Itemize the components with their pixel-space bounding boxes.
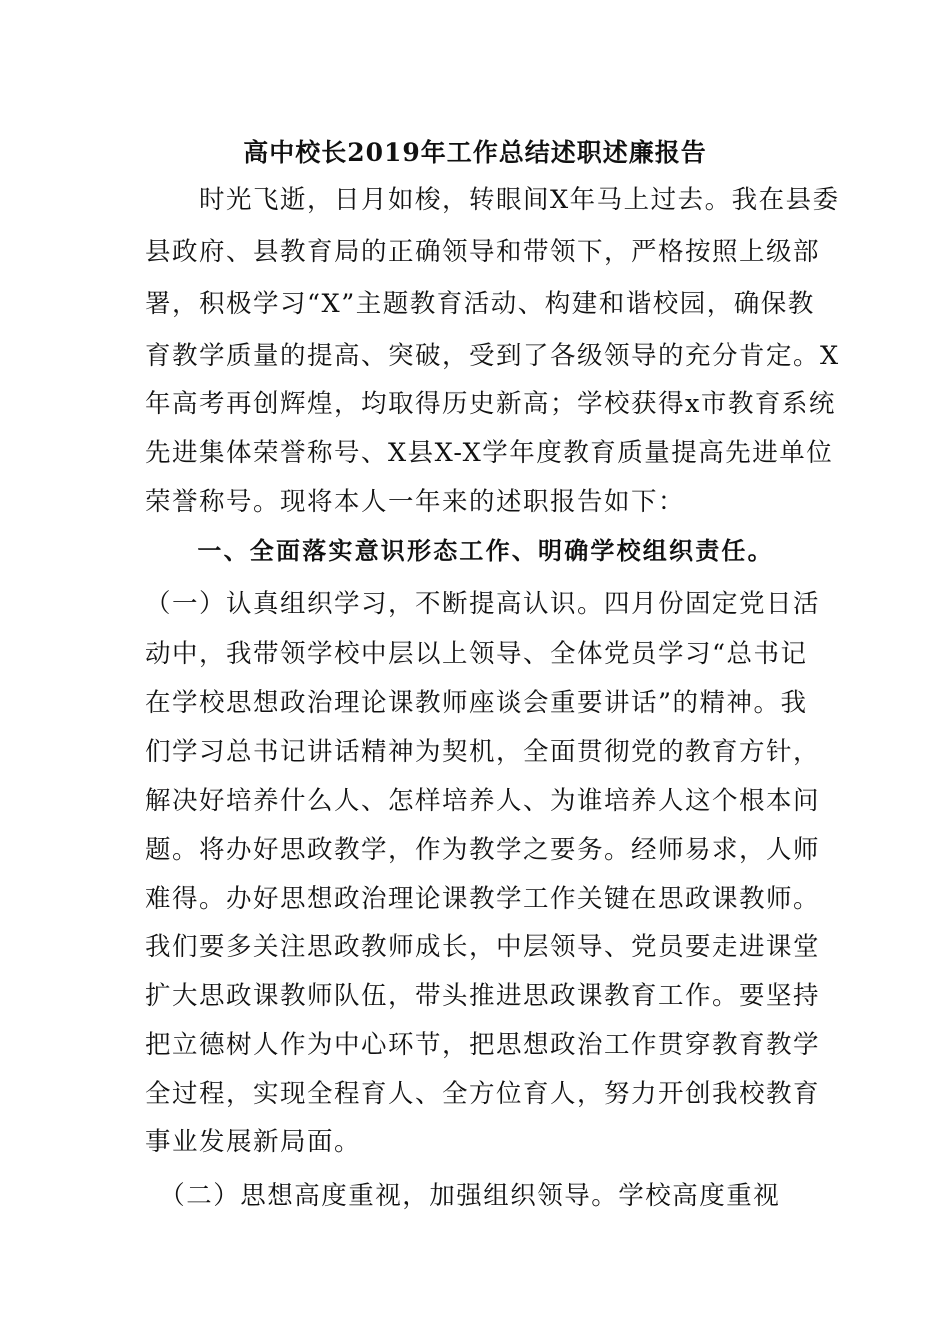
document-title: 高中校长2019年工作总结述职述廉报告	[243, 138, 707, 167]
paragraph-line: 我们要多关注思政教师成长，中层领导、党员要走进课堂	[145, 932, 821, 962]
paragraph-line: 育教学质量的提高、突破，受到了各级领导的充分肯定。X	[145, 341, 840, 371]
paragraph-line: 先进集体荣誉称号、X县X-X学年度教育质量提高先进单位	[145, 438, 834, 468]
paragraph-line: 题。将办好思政教学，作为教学之要务。经师易求，人师	[145, 835, 821, 865]
paragraph-line: 在学校思想政治理论课教师座谈会重要讲话”的精神。我	[145, 688, 808, 718]
paragraph-line: 动中，我带领学校中层以上领导、全体党员学习“总书记	[145, 639, 808, 669]
paragraph-line: 解决好培养什么人、怎样培养人、为谁培养人这个根本问	[145, 786, 821, 816]
paragraph-line: 把立德树人作为中心环节，把思想政治工作贯穿教育教学	[145, 1030, 821, 1060]
paragraph-line: 难得。办好思想政治理论课教学工作关键在思政课教师。	[145, 884, 821, 914]
paragraph-line: 荣誉称号。现将本人一年来的述职报告如下：	[145, 487, 686, 517]
paragraph-line: 时光飞逝，日月如梭，转眼间X年马上过去。我在县委	[145, 185, 840, 215]
paragraph-line: （二）思想高度重视，加强组织领导。学校高度重视	[145, 1181, 781, 1211]
paragraph-line: 年高考再创辉煌，均取得历史新高；学校获得x市教育系统	[145, 389, 836, 419]
paragraph-line: （一）认真组织学习，不断提高认识。四月份固定党日活	[145, 589, 821, 619]
paragraph-line: 事业发展新局面。	[145, 1127, 362, 1157]
paragraph-line: 县政府、县教育局的正确领导和带领下，严格按照上级部	[145, 237, 821, 267]
paragraph-line: 署，积极学习“X”主题教育活动、构建和谐校园，确保教	[145, 289, 815, 319]
section-heading: 一、全面落实意识形态工作、明确学校组织责任。	[145, 537, 774, 565]
paragraph-line: 扩大思政课教师队伍，带头推进思政课教育工作。要坚持	[145, 981, 821, 1011]
paragraph-line: 们学习总书记讲话精神为契机，全面贯彻党的教育方针，	[145, 737, 821, 767]
paragraph-line: 全过程，实现全程育人、全方位育人，努力开创我校教育	[145, 1079, 821, 1109]
